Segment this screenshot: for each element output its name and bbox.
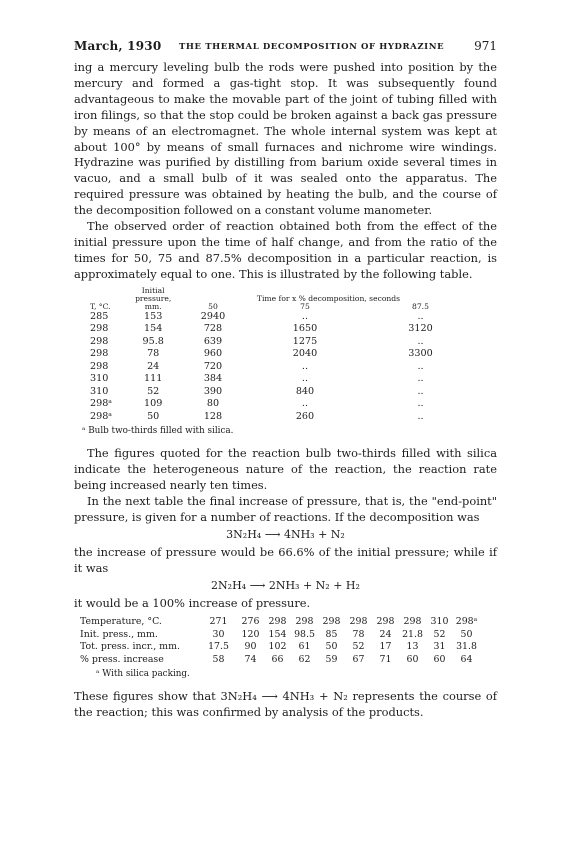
table-cell: 128 (203, 410, 223, 422)
table-cell: 71 (379, 653, 392, 665)
table-cell: 298 (376, 616, 395, 628)
table-cell: 95.8 (142, 335, 164, 347)
row-label: Init. press., mm. (80, 628, 158, 640)
table-cell: 298 (403, 616, 422, 628)
table-cell: 52 (147, 385, 160, 397)
col-header-75: 75 (300, 301, 310, 311)
table-cell: 50 (147, 410, 160, 422)
article-body (74, 60, 497, 721)
table-cell: 310 (430, 616, 449, 628)
table-cell: 98.5 (294, 628, 315, 640)
page-number: 971 (474, 39, 497, 53)
table-cell: 85 (325, 628, 338, 640)
table-cell: 50 (325, 641, 338, 653)
table-cell: .. (417, 385, 424, 397)
table-cell: 90 (244, 641, 257, 653)
table-cell: 13 (406, 641, 419, 653)
table-cell: 298 (349, 616, 368, 628)
table-cell: 1275 (292, 335, 318, 347)
equation-hydrogen: 2N₂H₄ ⟶ 2NH₃ + N₂ + H₂ (211, 578, 360, 592)
table-cell: 24 (147, 360, 160, 372)
paragraph-increase: the increase of pressure would be 66.6% of the initial pressure; while if it was (74, 544, 497, 575)
table-cell: 67 (352, 653, 365, 665)
table-cell: 59 (325, 653, 338, 665)
table-cell: 153 (144, 310, 163, 322)
table-cell: 50 (460, 628, 473, 640)
col-header-time-group (180, 287, 477, 311)
table-cell: 60 (406, 653, 419, 665)
table-cell: 260 (295, 410, 315, 422)
table-row (82, 311, 477, 324)
table-cell: .. (417, 373, 424, 385)
table-cell: .. (417, 360, 424, 372)
table-cell: .. (301, 360, 309, 372)
table-cell: 298 (295, 616, 314, 628)
table-cell: 310 (90, 385, 109, 397)
table-cell: 102 (268, 641, 287, 653)
table-row (82, 361, 477, 374)
table-row (82, 411, 477, 424)
table-cell: 384 (203, 373, 223, 385)
paragraph-end-point: In the next table the final increase of pressure, that is, the "end-point" pressure, is given for a number of reactions. If the decomposition was (74, 493, 497, 524)
table-cell: 52 (352, 641, 365, 653)
table-cell: .. (417, 410, 424, 422)
table-cell: 310 (90, 373, 109, 385)
row-label: Tot. press. incr., mm. (80, 641, 180, 653)
table-cell: 3120 (408, 323, 433, 335)
table-cell: 298ᵃ (455, 616, 478, 628)
table-cell: 60 (433, 653, 446, 665)
table-cell: 17.5 (208, 641, 229, 653)
table-row (80, 641, 480, 654)
table-cell: 1650 (292, 323, 318, 335)
table-cell: 30 (212, 628, 225, 640)
table-cell: .. (417, 310, 424, 322)
table-cell: 120 (241, 628, 260, 640)
table1-footnote: ᵃ Bulb two-thirds filled with silica. (82, 426, 234, 437)
paragraph-conclusion: These figures show that 3N₂H₄ ⟶ 4NH₃ + N₂ represents the course of the reaction; this was confirmed by analysis of the products. (74, 689, 497, 720)
table-cell: 298 (90, 323, 109, 335)
header-title: THE THERMAL DECOMPOSITION OF HYDRAZINE (179, 42, 445, 52)
table-cell: 154 (268, 628, 287, 640)
paragraph-silica: The figures quoted for the reaction bulb two-thirds filled with silica indicate the heterogeneous nature of the reaction, the reaction rate being increased nearly ten times. (74, 446, 497, 492)
paragraph-apparatus: ing a mercury leveling bulb the rods were pushed into position by the mercury and formed a gas-tight stop. It was subsequently found advantageous to make the movable part of the joint of tubing filled with iron filings, so that the stop could be broken against a back gas pressure by means of an electromagnet. The whole internal system was kept at about 100° by means of small furnaces and nichrome wire windings. Hydrazine was purified by distilling from barium oxide several times in vacuo, and a small bulb of it was sealed onto the apparatus. The required pressure was obtained by heating the bulb, and the course of the decomposition followed on a constant volume manometer. (74, 60, 497, 218)
table-cell: 62 (298, 653, 311, 665)
table-cell: 298ᵃ (90, 398, 113, 410)
table-cell: 285 (90, 310, 109, 322)
table-cell: 31 (433, 641, 446, 653)
table-row (80, 629, 480, 642)
pressure-increase-table (80, 616, 480, 666)
table-cell: 720 (203, 360, 223, 372)
table-cell: 80 (206, 398, 220, 410)
table-cell: 52 (433, 628, 446, 640)
col-header-temperature: T, °C. (90, 301, 111, 311)
paragraph-hundred: it would be a 100% increase of pressure. (74, 595, 311, 610)
table-cell: 66 (271, 653, 284, 665)
table-cell: 639 (203, 335, 223, 347)
table-cell: 2040 (292, 348, 318, 360)
col-header-50: 50 (208, 301, 218, 311)
row-label: Temperature, °C. (80, 616, 162, 628)
table-cell: .. (301, 373, 309, 385)
table-row (80, 616, 480, 629)
header-date: March, 1930 (74, 39, 162, 53)
table-row (82, 348, 477, 361)
table-cell: 840 (295, 385, 315, 397)
table-cell: .. (417, 398, 424, 410)
table-cell: 78 (147, 348, 160, 360)
table-row (82, 373, 477, 386)
table-cell: 298ᵃ (90, 410, 113, 422)
table-cell: 298 (90, 348, 109, 360)
table-cell: 74 (244, 653, 257, 665)
equation-ammonia: 3N₂H₄ ⟶ 4NH₃ + N₂ (226, 527, 345, 541)
table-cell: .. (301, 310, 309, 322)
decomposition-times-table (82, 287, 477, 424)
paragraph-reaction-order: The observed order of reaction obtained both from the effect of the initial pressure upon the time of half change, and from the ratio of the times for 50, 75 and 87.5% decomposition in a particular reaction, is approximately equal to one. This is illustrated by the following table. (74, 219, 497, 281)
table-cell: 960 (203, 348, 223, 360)
table-cell: 31.8 (456, 641, 477, 653)
table-cell: 298 (90, 360, 109, 372)
table-cell: 271 (209, 616, 228, 628)
row-label: % press. increase (80, 653, 164, 665)
table-row (82, 323, 477, 336)
table-cell: 3300 (408, 348, 433, 360)
table-cell: 58 (212, 653, 225, 665)
table-cell: 390 (203, 385, 223, 397)
table-cell: 298 (90, 335, 109, 347)
table-cell: 2940 (200, 310, 226, 322)
table-row (82, 398, 477, 411)
table-cell: 111 (144, 373, 163, 385)
table-cell: 21.8 (402, 628, 423, 640)
table-cell: 78 (352, 628, 365, 640)
table-cell: 154 (144, 323, 163, 335)
table-row (82, 336, 477, 349)
running-header (74, 38, 497, 54)
col-header-87: 87.5 (412, 301, 429, 311)
table-cell: 24 (379, 628, 392, 640)
table-cell: 61 (298, 641, 311, 653)
table-cell: 276 (241, 616, 260, 628)
table-cell: 64 (460, 653, 473, 665)
table-row (82, 386, 477, 399)
table-row (80, 654, 480, 667)
table-cell: 728 (203, 323, 223, 335)
table-cell: .. (417, 335, 424, 347)
col-header-initial-pressure: Initial pressure, mm. (135, 285, 172, 311)
table-cell: 298 (268, 616, 287, 628)
table-cell: 298 (322, 616, 341, 628)
table2-footnote: ᵃ With silica packing. (96, 669, 190, 680)
table-cell: .. (301, 398, 309, 410)
table-cell: 109 (144, 398, 163, 410)
table-cell: 17 (379, 641, 392, 653)
col-header-time-title: Time for x % decomposition, seconds (256, 293, 401, 303)
